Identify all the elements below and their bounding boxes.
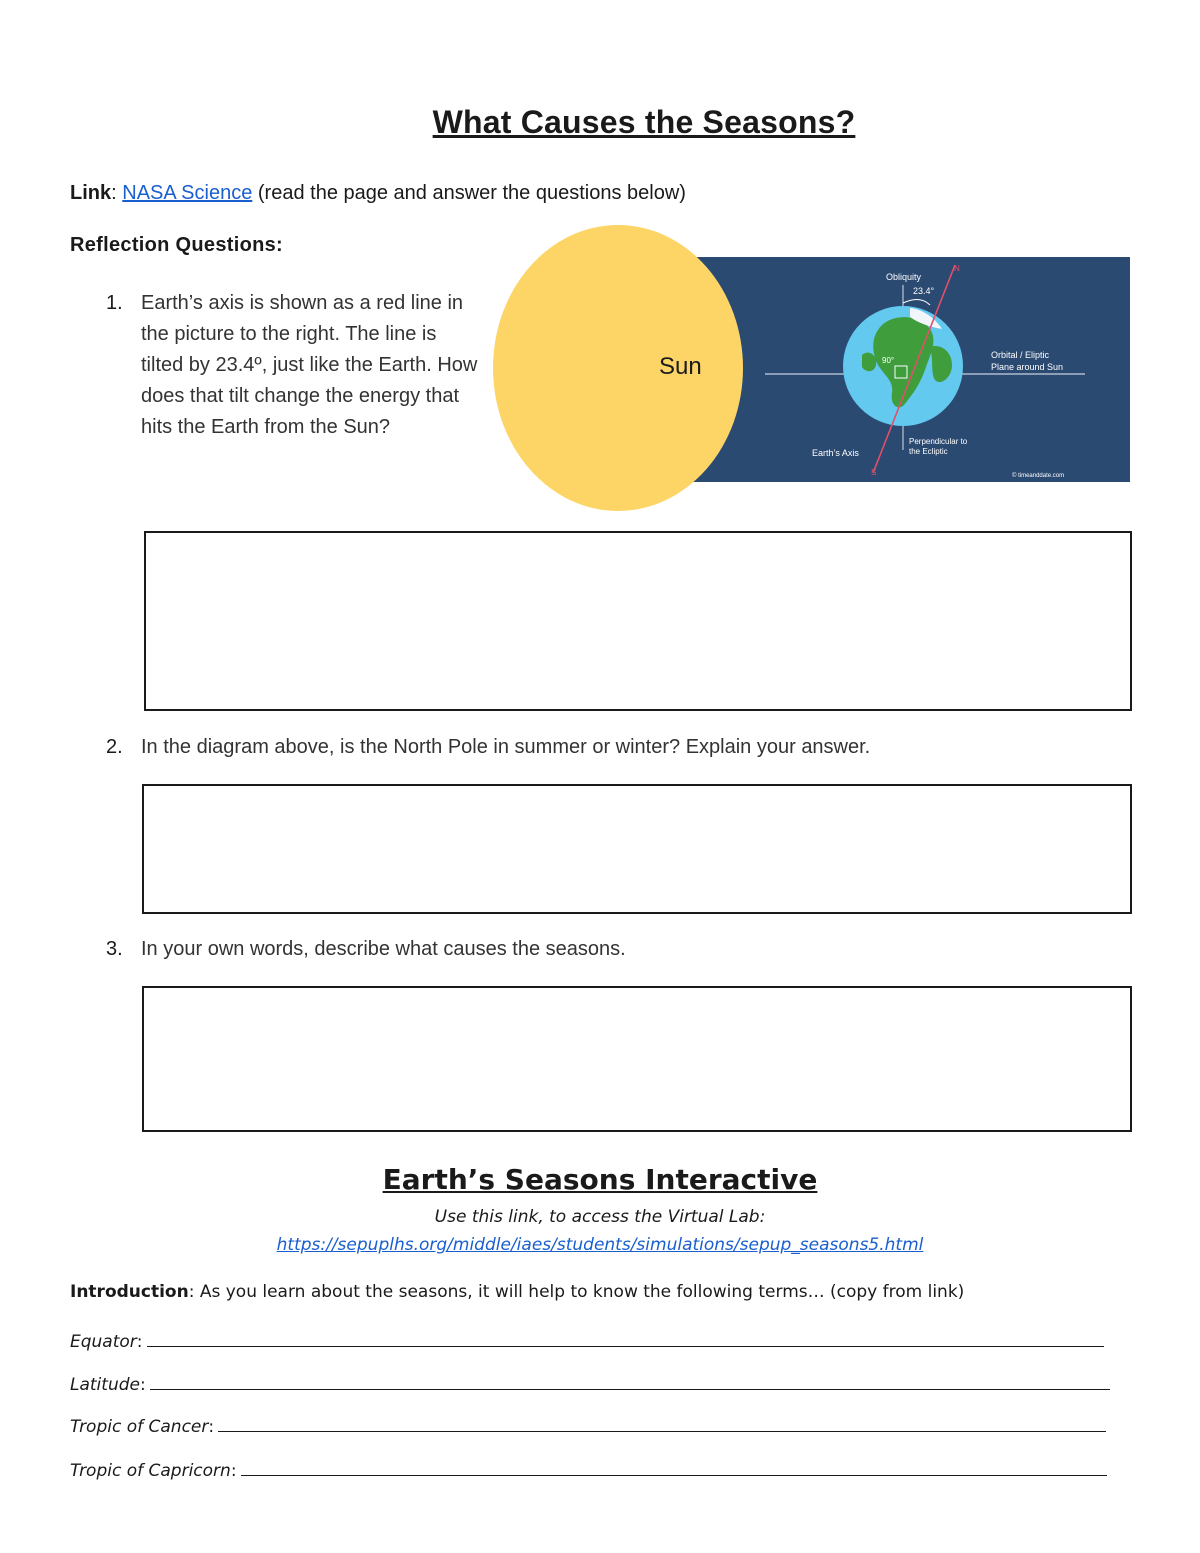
term-label: Tropic of Capricorn	[70, 1461, 231, 1481]
answer-box-1[interactable]	[144, 531, 1132, 711]
term-tropic-of-capricorn: Tropic of Capricorn :	[70, 1459, 1107, 1481]
nasa-science-link[interactable]: NASA Science	[122, 182, 253, 204]
obliquity-label: Obliquity	[886, 272, 922, 282]
term-tropic-of-cancer: Tropic of Cancer :	[70, 1415, 1106, 1437]
term-label: Latitude	[70, 1375, 140, 1395]
question-3-text: In your own words, describe what causes the seasons.	[141, 938, 626, 960]
interactive-heading: Earth’s Seasons Interactive	[382, 1163, 818, 1196]
fill-in-line[interactable]	[218, 1415, 1106, 1432]
term-label: Equator	[70, 1332, 137, 1352]
sun	[493, 225, 743, 511]
question-1-number: 1.	[106, 292, 123, 314]
link-label: Link	[70, 182, 112, 204]
link-note: (read the page and answer the questions below)	[257, 182, 686, 204]
term-latitude: Latitude :	[70, 1373, 1110, 1395]
page-title: What Causes the Seasons?	[432, 104, 856, 140]
term-equator: Equator :	[70, 1330, 1104, 1352]
reflection-heading: Reflection Questions:	[70, 234, 283, 256]
fill-in-line[interactable]	[147, 1330, 1104, 1347]
question-2-number: 2.	[106, 736, 123, 758]
answer-box-2[interactable]	[142, 784, 1132, 914]
term-label: Tropic of Cancer	[70, 1417, 209, 1437]
question-3-number: 3.	[106, 938, 123, 960]
orbital-label-2: Plane around Sun	[991, 362, 1064, 372]
seasons-diagram	[490, 225, 1135, 515]
introduction-line: Introduction: As you learn about the seasons, it will help to know the following terms… (copy from link)	[70, 1282, 965, 1302]
north-label: N	[954, 264, 960, 273]
perpendicular-label-2: the Ecliptic	[909, 447, 948, 456]
credit-label: © timeanddate.com	[1012, 473, 1065, 479]
angle-label: 23.4°	[913, 286, 935, 296]
ninety-label: 90°	[882, 356, 895, 365]
south-label: S	[871, 468, 877, 477]
virtual-lab-link[interactable]: https://sepuplhs.org/middle/iaes/students/simulations/sepup_seasons5.html	[276, 1235, 924, 1255]
fill-in-line[interactable]	[150, 1373, 1110, 1390]
question-1-text: Earth’s axis is shown as a red line in the picture to the right. The line is tilted by 23.4º, just like the Earth. How does that tilt change the energy that hits the Earth from the Sun?	[141, 292, 478, 438]
question-2-text: In the diagram above, is the North Pole in summer or winter? Explain your answer.	[141, 736, 871, 758]
answer-box-3[interactable]	[142, 986, 1132, 1132]
orbital-label-1: Orbital / Eliptic	[991, 350, 1050, 360]
interactive-instruction: Use this link, to access the Virtual Lab:	[434, 1207, 766, 1227]
intro-label: Introduction	[70, 1282, 189, 1302]
perpendicular-label-1: Perpendicular to	[909, 437, 968, 446]
intro-text: As you learn about the seasons, it will help to know the following terms… (copy from link)	[199, 1282, 965, 1302]
link-line: Link: NASA Science (read the page and answer the questions below)	[70, 182, 686, 204]
sun-label: Sun	[659, 353, 702, 380]
axis-label: Earth’s Axis	[812, 448, 859, 458]
fill-in-line[interactable]	[241, 1459, 1107, 1476]
